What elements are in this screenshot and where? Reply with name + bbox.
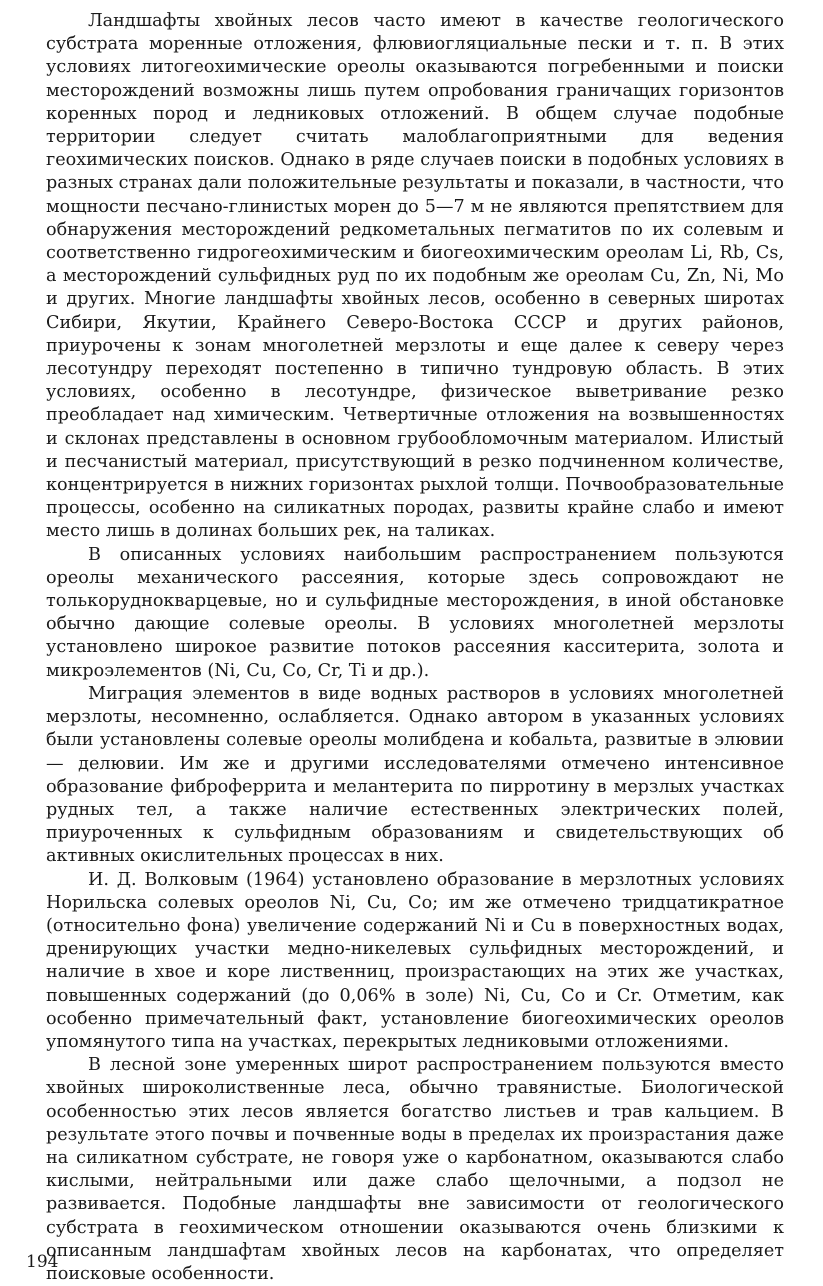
paragraph-element-migration-permafrost: Миграция элементов в виде водных растворов в условиях многолетней мерзлоты, несомненно, ослабляется. Однако автором в указанных условиях были установлены солевые ореолы молибдена и кобальта, развитые в элювии — делювии. Им же и другими исследователями отмечено интенсивное образование фиброферрита и мелантерита по пирротину в мерзлых участках рудных тел, а также наличие естественных электрических полей, приуроченных к сульфидным образованиям и свидетельствующих об активных окислительных процессах в них. (46, 683, 784, 867)
page-number: 194 (26, 1252, 59, 1272)
paragraph-broadleaf-forest-zone: В лесной зоне умеренных широт распространением пользуются вместо хвойных широколиственные леса, обычно травянистые. Биологической особенностью этих лесов является богатство листьев и трав кальцием. В результате этого почвы и почвенные воды в пределах их произрастания даже на силикатном субстрате, не говоря уже о карбонатном, оказываются слабо кислыми, нейтральными или даже слабо щелочными, а подзол не развивается. Подобные ландшафты вне зависимости от геологического субстрата в геохимическом отношении оказываются очень близкими к описанным ландшафтам хвойных лесов на карбонатах, что определяет поисковые особенности. (46, 1055, 784, 1284)
paragraph-mechanical-dispersion-halos: В описанных условиях наибольшим распространением пользуются ореолы механического рассеяния, которые здесь сопровождают не толькоруднокварцевые, но и сульфидные месторождения, в иной обстановке обычно дающие солевые ореолы. В условиях многолетней мерзлоты установлено широкое развитие потоков рассеяния касситерита, золота и микроэлементов (Ni, Cu, Co, Cr, Ti и др.). (46, 544, 784, 681)
paragraph-coniferous-forest-landscapes: Ландшафты хвойных лесов часто имеют в качестве геологического субстрата моренные отложения, флювиогляциальные пески и т. п. В этих условиях литогеохимические ореолы оказываются погребенными и поиски месторождений возможны лишь путем опробования граничащих горизонтов коренных пород и ледниковых отложений. В общем случае подобные территории следует считать малоблагоприятными для ведения геохимических поисков. Однако в ряде случаев поиски в подобных условиях в разных странах дали положительные результаты и показали, в частности, что мощности песчано-глинистых морен до 5—7 м не являются препятствием для обнаружения месторождений редкометальных пегматитов по их солевым и соответственно гидрогеохимическим и биогеохимическим ореолам Li, Rb, Cs, а месторождений сульфидных руд по их подобным же ореолам Cu, Zn, Ni, Mo и других. Многие ландшафты хвойных лесов, особенно в северных широтах Сибири, Якутии, Крайнего Северо-Востока СССР и других районов, приурочены к зонам многолетней мерзлоты и еще далее к северу через лесотундру переходят постепенно в типично тундровую область. В этих условиях, особенно в лесотундре, физическое выветривание резко преобладает над химическим. Четвертичные отложения на возвышенностях и склонах представлены в основном грубообломочным материалом. Илистый и песчанистый материал, присутствующий в резко подчиненном количестве, концентрируется в нижних горизонтах рыхлой толщи. Почвообразовательные процессы, особенно на силикатных породах, развиты крайне слабо и имеют место лишь в долинах больших рек, на таликах. (46, 11, 784, 542)
paragraph-volkov-norilsk: И. Д. Волковым (1964) установлено образование в мерзлотных условиях Норильска солевых ореолов Ni, Cu, Co; им же отмечено тридцатикратное (относительно фона) увеличение содержаний Ni и Cu в поверхностных водах, дренирующих участки медно-никелевых сульфидных месторождений, и наличие в хвое и коре лиственниц, произрастающих на этих же участках, повышенных содержаний (до 0,06% в золе) Ni, Cu, Co и Cr. Отметим, как особенно примечательный факт, установление биогеохимических ореолов упомянутого типа на участках, перекрытых ледниковыми отложениями. (46, 869, 784, 1052)
page-body (46, 10, 784, 1286)
